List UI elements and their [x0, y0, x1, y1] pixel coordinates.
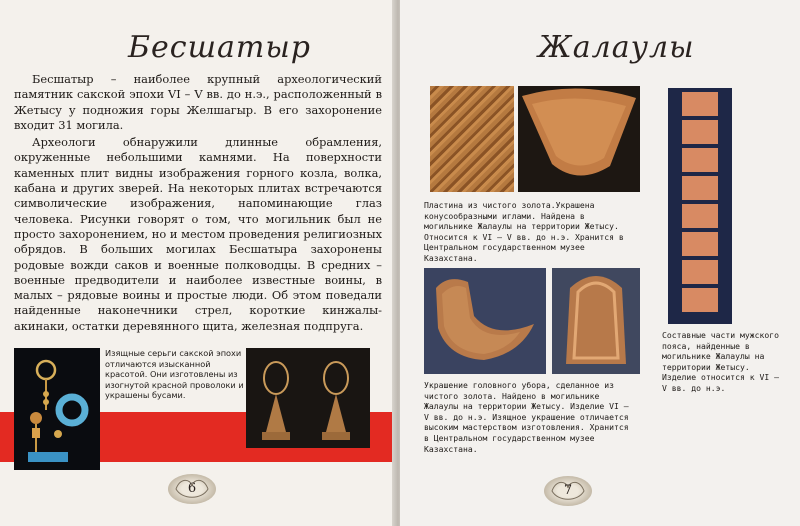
earring-photo-turquoise	[14, 348, 100, 470]
page-title: Бесшатыр	[128, 30, 311, 65]
gold-plate-caption: Пластина из чистого золота.Украшена конусообразными иглами. Найдена в могильнике Жалаулы на территории Жетысу. Относится к VI – V вв. до н.э. Хранится в Центральном государственном музее Казахстана.	[424, 200, 624, 263]
page-title: Жалаулы	[538, 30, 695, 65]
gold-plate-detail-photo	[430, 86, 514, 192]
page-number-badge	[544, 476, 592, 506]
belt-parts-photo	[668, 88, 732, 324]
right-page	[400, 0, 800, 526]
left-page	[0, 0, 396, 526]
belt-caption: Составные части мужского пояса, найденные в могильнике Жалаулы на территории Жетысу. Изделие относится к VI – V вв. до н.э.	[662, 330, 779, 393]
gold-plate-illustration	[518, 86, 640, 192]
headdress-ornament-photo	[424, 268, 546, 374]
headdress-ornament-illustration	[424, 268, 546, 374]
headdress-gold-illustration	[552, 268, 640, 374]
belt-parts-illustration	[668, 88, 732, 324]
paragraph: Археологи обнаружили длинные обрамления, окруженные небольшими камнями. На поверхности каменных плит видны изображения горного козла, волка, кабана и других зверей. На некоторых плитах встречаются символические изображения, напоминающие глаз человека. Рисунки говорят о том, что могильник был не просто захоронением, но и местом проведения религиозных обрядов. В больших могилах Бесшатыра захоронены родовые вожди саков и военные полководцы. В средних – военные предводители и наиболее известные воины, в малых – рядовые воины и простые люди. Об этом поведали найденные наконечники стрел, короткие кинжалы-акинаки, остатки деревянного щита, железная подпруга.	[14, 135, 382, 333]
article-text	[14, 72, 382, 334]
page-number-badge	[168, 474, 216, 504]
headdress-gold-photo	[552, 268, 640, 374]
gold-plate-photo	[518, 86, 640, 192]
earring-turquoise-illustration	[14, 348, 100, 470]
earring-gold-illustration	[246, 348, 370, 448]
paragraph: Бесшатыр – наиболее крупный археологический памятник сакской эпохи VI – V вв. до н.э., расположенный в Жетысу у подножия горы Желшагыр. В его захоронение входит 31 могила.	[14, 72, 382, 132]
page-number: 6	[187, 481, 197, 496]
earrings-caption: Изящные серьги сакской эпохи отличаются изысканной красотой. Они изготовлены из изогнутой красной проволоки и украшены бусами.	[105, 348, 244, 401]
headdress-caption: Украшение головного убора, сделанное из чистого золота. Найдено в могильнике Жалаулы на территории Жетысу. Изделие VI – V вв. до н.э. Изящное украшение отличается высоким мастерством изготовления. Хранится в Центральном государственном музее Казахстана.	[424, 380, 629, 454]
earring-photo-gold	[246, 348, 370, 448]
page-number: 7	[563, 483, 573, 498]
